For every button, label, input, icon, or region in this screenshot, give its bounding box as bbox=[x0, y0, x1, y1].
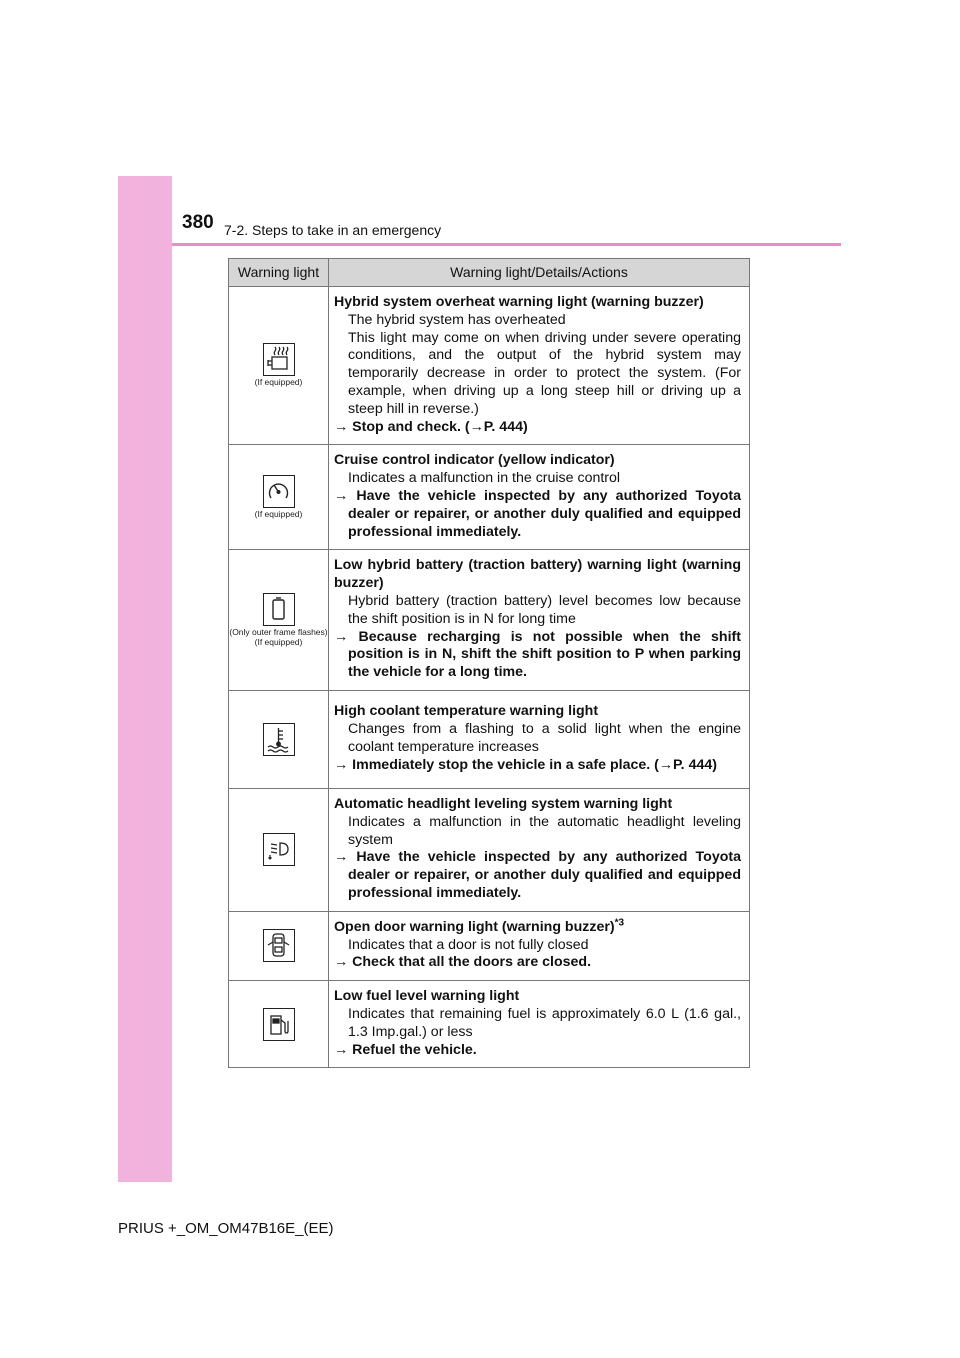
details-cell bbox=[329, 788, 750, 911]
warning-title: Low hybrid battery (traction battery) warning light (warning buzzer) bbox=[334, 557, 741, 592]
details-cell bbox=[329, 690, 750, 788]
detail-text: Hybrid battery (traction battery) level becomes low because the shift position is in N for long time bbox=[348, 592, 741, 627]
warning-light-cell bbox=[229, 788, 329, 911]
icon-note: (If equipped) bbox=[254, 377, 303, 388]
arrow-icon: → bbox=[334, 628, 359, 645]
detail-text: Changes from a flashing to a solid light when the engine coolant temperature increases bbox=[348, 721, 741, 755]
cruise-control-icon bbox=[263, 475, 295, 508]
warning-light-cell bbox=[229, 911, 329, 980]
table-row bbox=[229, 911, 750, 980]
table-header-row bbox=[229, 259, 750, 287]
open-door-icon bbox=[263, 929, 295, 962]
warning-title-text: Open door warning light (warning buzzer) bbox=[334, 918, 615, 935]
action-label: Have the vehicle inspected by any authorized Toyota dealer or repairer, or another duly qualified and equipped professional immediately. bbox=[348, 849, 741, 901]
document-code: PRIUS +_OM_OM47B16E_(EE) bbox=[118, 1220, 334, 1237]
action-text bbox=[334, 488, 741, 541]
icon-note: (If equipped) bbox=[254, 509, 303, 520]
warning-light-table bbox=[228, 258, 750, 1068]
icon-note: (Only outer frame flashes) (If equipped) bbox=[229, 627, 328, 647]
detail-text: The hybrid system has overheated bbox=[348, 311, 566, 328]
details-cell bbox=[329, 911, 750, 980]
action-text bbox=[334, 629, 741, 682]
page-number: 380 bbox=[182, 212, 214, 233]
arrow-icon: → bbox=[334, 487, 357, 504]
arrow-icon: → bbox=[334, 1041, 353, 1058]
table-row bbox=[229, 550, 750, 691]
action-label: Immediately stop the vehicle in a safe place. (→P. 444) bbox=[352, 756, 717, 773]
fuel-pump-icon bbox=[263, 1008, 295, 1041]
warning-title: Low fuel level warning light bbox=[334, 988, 520, 1005]
detail-text: Indicates that remaining fuel is approximately 6.0 L (1.6 gal., 1.3 Imp.gal.) or less bbox=[348, 1005, 741, 1040]
action-text bbox=[334, 954, 741, 972]
action-label: Have the vehicle inspected by any authorized Toyota dealer or repairer, or another duly qualified and equipped professional immediately. bbox=[348, 487, 741, 540]
detail-text: This light may come on when driving under severe operating conditions, and the output of the hybrid system may temporarily decrease in order to protect the system. (For example, when driving up a long steep hill or driving up a steep hill in reverse.) bbox=[348, 329, 741, 417]
column-header-warning-light: Warning light bbox=[229, 259, 329, 287]
header-divider bbox=[172, 243, 841, 246]
warning-title: Cruise control indicator (yellow indicator) bbox=[334, 452, 615, 469]
action-label: Because recharging is not possible when the shift position is in N, shift the shift position to P when parking the vehicle for a long time. bbox=[348, 628, 741, 681]
arrow-icon: → bbox=[334, 849, 357, 866]
headlight-leveling-icon bbox=[263, 833, 295, 866]
footnote-marker: *3 bbox=[614, 916, 625, 928]
traction-battery-icon bbox=[263, 593, 295, 626]
chapter-side-tab bbox=[118, 176, 172, 1182]
details-cell bbox=[329, 550, 750, 691]
action-label: Refuel the vehicle. bbox=[352, 1041, 477, 1058]
detail-text: Indicates that a door is not fully closed bbox=[348, 936, 589, 953]
detail-text: Indicates a malfunction in the automatic headlight leveling system bbox=[348, 813, 741, 848]
coolant-temperature-icon bbox=[263, 723, 295, 756]
warning-light-cell bbox=[229, 690, 329, 788]
detail-text: Indicates a malfunction in the cruise control bbox=[348, 470, 621, 487]
arrow-icon: → bbox=[334, 954, 353, 971]
warning-light-cell bbox=[229, 445, 329, 550]
table-row bbox=[229, 690, 750, 788]
warning-title bbox=[334, 916, 741, 937]
table-row bbox=[229, 788, 750, 911]
action-text bbox=[334, 757, 741, 775]
table-row bbox=[229, 445, 750, 550]
action-label: Stop and check. (→P. 444) bbox=[352, 418, 528, 435]
action-label: Check that all the doors are closed. bbox=[352, 954, 592, 971]
table-row bbox=[229, 981, 750, 1068]
details-cell bbox=[329, 981, 750, 1068]
warning-title: Hybrid system overheat warning light (warning buzzer) bbox=[334, 294, 704, 310]
action-text bbox=[334, 419, 741, 437]
action-text bbox=[334, 1042, 741, 1060]
details-cell bbox=[329, 445, 750, 550]
hybrid-overheat-icon bbox=[263, 343, 295, 376]
warning-title: Automatic headlight leveling system warning light bbox=[334, 795, 673, 812]
warning-light-cell bbox=[229, 550, 329, 691]
column-header-details: Warning light/Details/Actions bbox=[329, 259, 750, 287]
details-cell bbox=[329, 287, 750, 445]
table-row bbox=[229, 287, 750, 445]
action-text bbox=[334, 849, 741, 902]
arrow-icon: → bbox=[334, 756, 353, 773]
section-title: 7-2. Steps to take in an emergency bbox=[224, 222, 442, 238]
warning-light-cell bbox=[229, 981, 329, 1068]
arrow-icon: → bbox=[334, 418, 353, 435]
warning-light-cell bbox=[229, 287, 329, 445]
warning-title: High coolant temperature warning light bbox=[334, 703, 599, 720]
